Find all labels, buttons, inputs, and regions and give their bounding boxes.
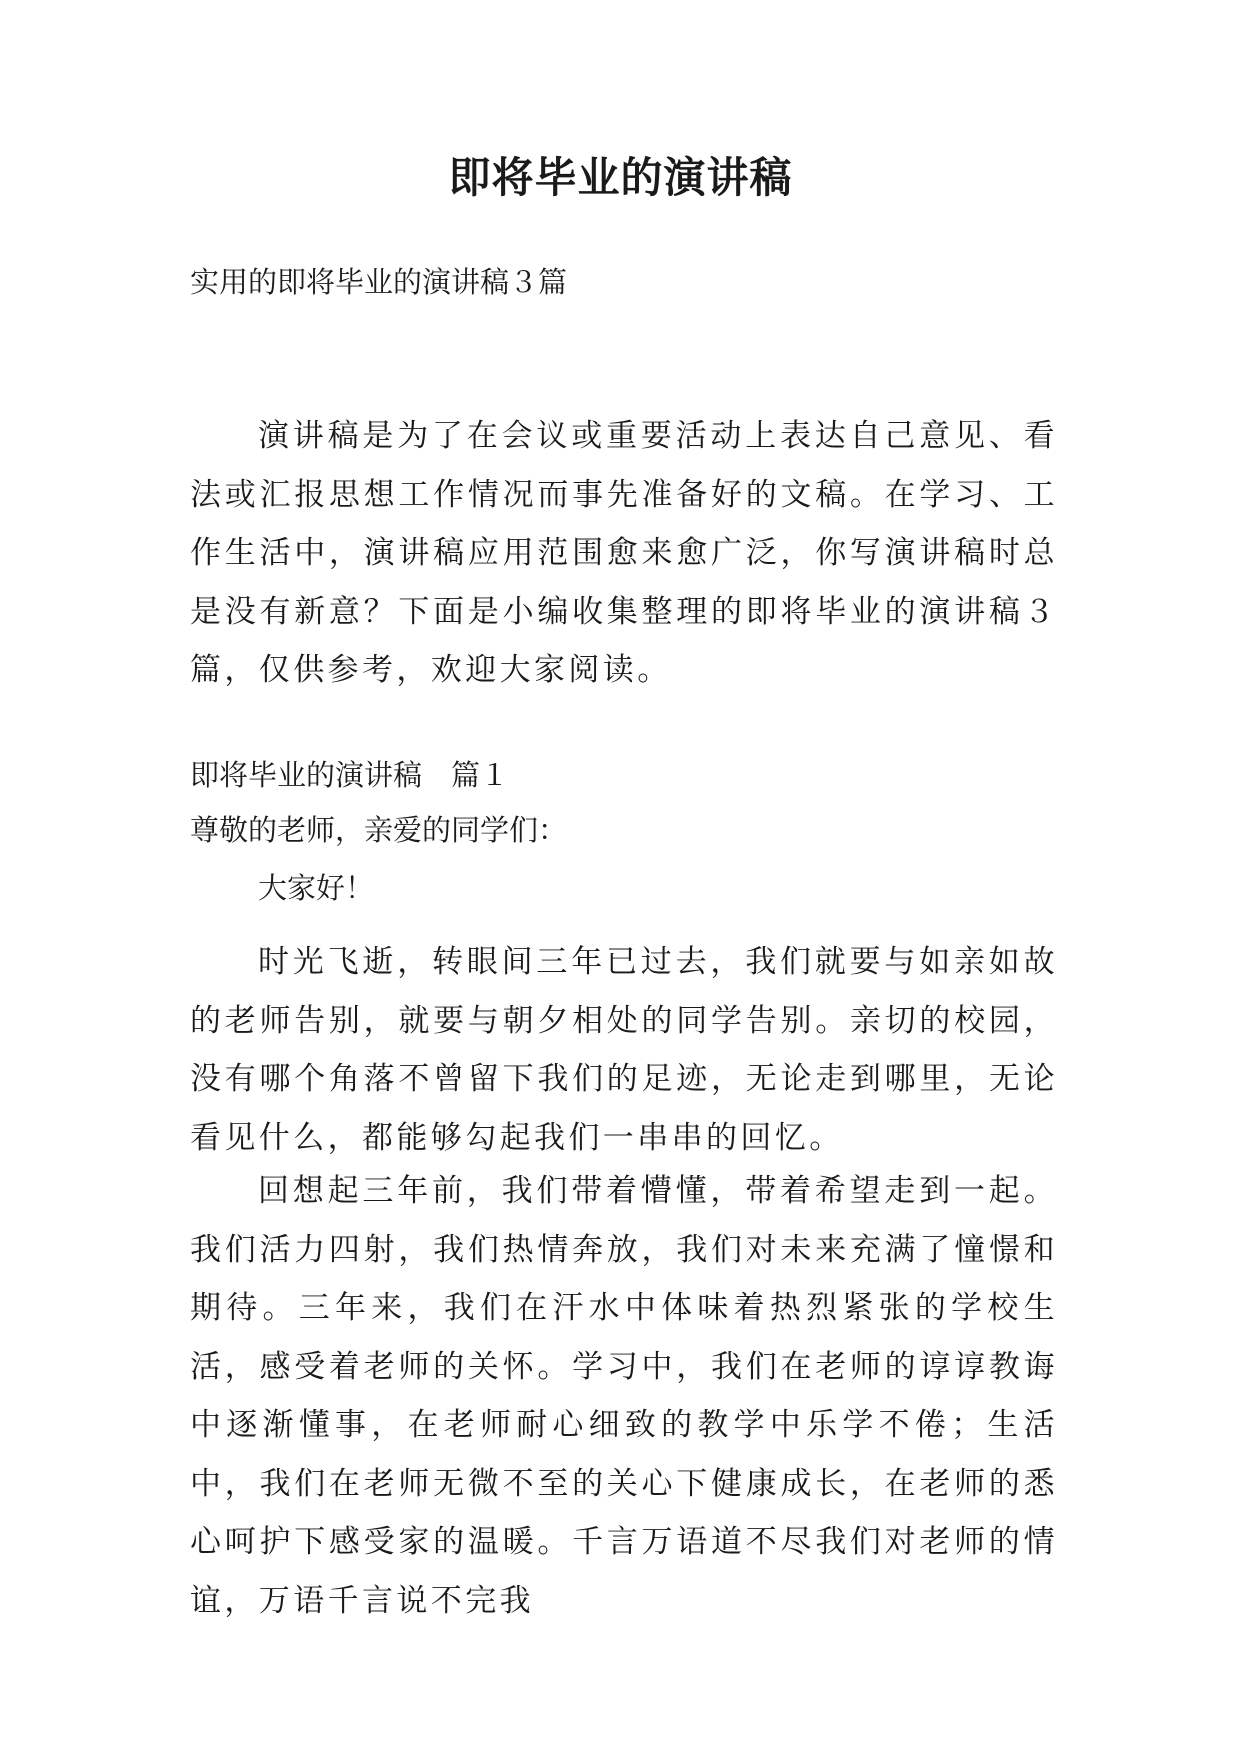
document-title: 即将毕业的演讲稿 bbox=[448, 153, 793, 202]
body-paragraph: 回想起三年前，我们带着懵懂，带着希望走到一起。我们活力四射，我们热情奔放，我们对未来充满了憧憬和期待。三年来，我们在汗水中体味着热烈紧张的学校生活，感受着老师的关怀。学习中，我们在老师的谆谆教诲中逐渐懂事，在老师耐心细致的教学中乐学不倦；生活中，我们在老师无微不至的关心下健康成长，在老师的悉心呵护下感受家的温暖。千言万语道不尽我们对老师的情谊，万语千言说不完我 bbox=[190, 1173, 1058, 1619]
body-paragraph: 时光飞逝，转眼间三年已过去，我们就要与如亲如故的老师告别，就要与朝夕相处的同学告别。亲切的校园，没有哪个角落不曾留下我们的足迹，无论走到哪里，无论看见什么，都能够勾起我们一串串的回忆。 bbox=[190, 944, 1058, 1156]
greeting: 大家好！ bbox=[258, 871, 375, 905]
intro-paragraph: 演讲稿是为了在会议或重要活动上表达自己意见、看法或汇报思想工作情况而事先准备好的文稿。在学习、工作生活中，演讲稿应用范围愈来愈广泛，你写演讲稿时总是没有新意？下面是小编收集整理的即将毕业的演讲稿３篇，仅供参考，欢迎大家阅读。 bbox=[190, 418, 1058, 688]
salutation: 尊敬的老师，亲爱的同学们： bbox=[190, 813, 568, 847]
document-subtitle: 实用的即将毕业的演讲稿３篇 bbox=[190, 265, 568, 299]
section-heading: 即将毕业的演讲稿 篇１ bbox=[190, 758, 510, 792]
